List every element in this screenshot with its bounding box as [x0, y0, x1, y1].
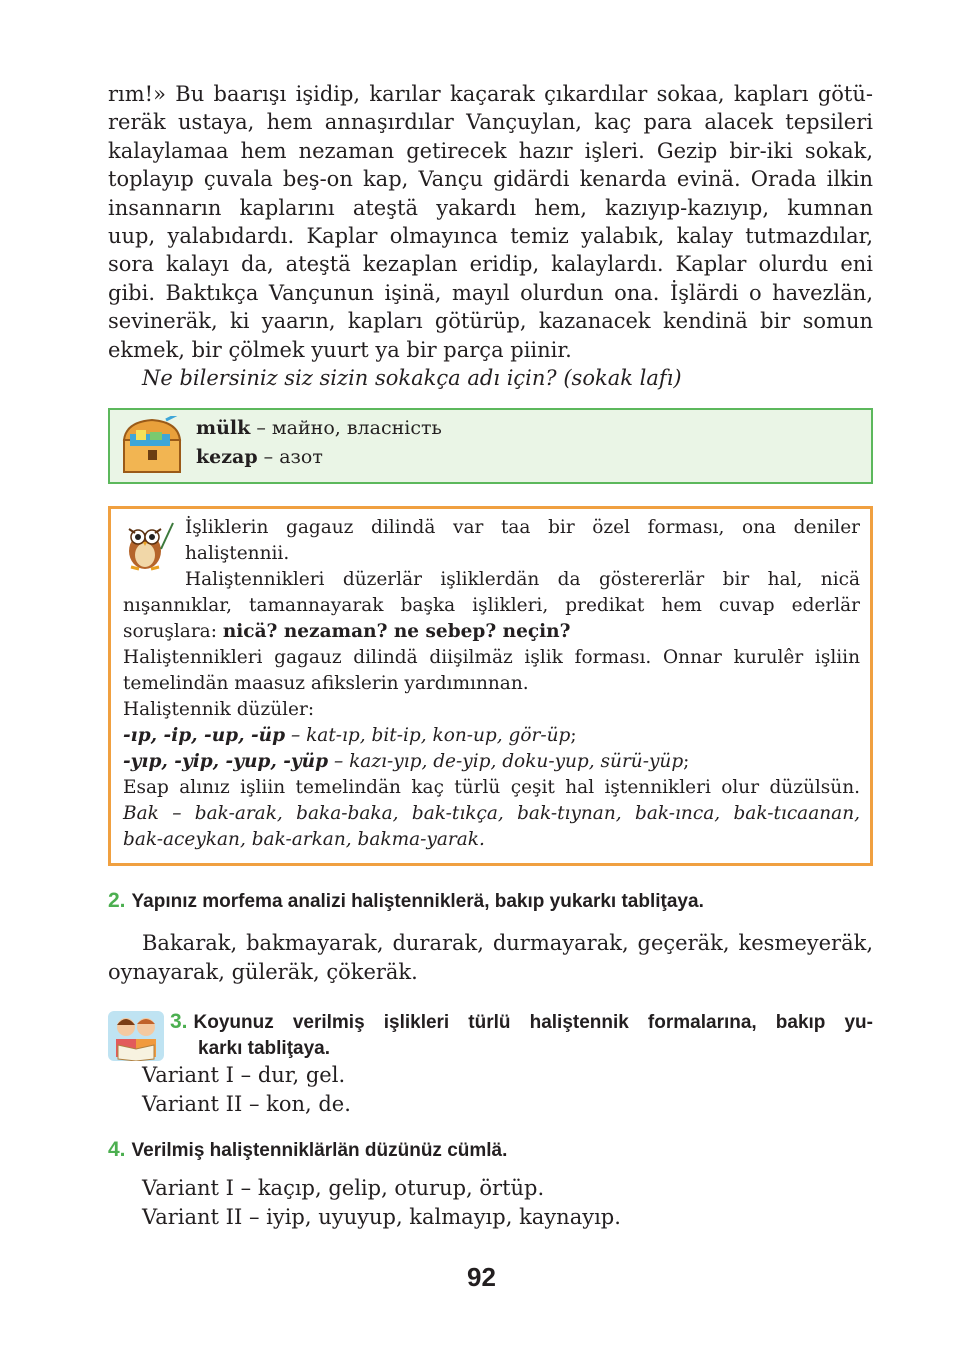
story-line: uup, yalabıdardı. Kaplar olmayınca temiz yalabık, kalay tutmazdılar,: [108, 224, 873, 249]
task-2-words: [108, 929, 873, 987]
task-instruction: Yapınız morfema analizi haliştenniklerä, bakıp yukarkı tabliţaya.: [131, 891, 704, 913]
vocab-item: [196, 414, 442, 443]
suffix-examples: – kat-ıp, bit-ip, kon-up, gör-üp: [285, 725, 571, 747]
suffix-examples: – kazı-yıp, de-yip, doku-yup, sürü-yüp: [328, 751, 684, 773]
vocabulary-list: [196, 414, 442, 472]
rule-questions: [123, 619, 860, 645]
rule-text-line: Haliştennik düzüler:: [123, 699, 315, 721]
punctuation: ;: [683, 751, 690, 773]
suffix-row: [123, 749, 860, 775]
word-line: oynayarak, güleräk, çökeräk.: [108, 960, 418, 985]
task-4: [108, 1137, 873, 1164]
rule-intro: [123, 515, 860, 567]
vocab-word: kezap: [196, 446, 258, 469]
punctuation: ;: [570, 725, 577, 747]
story-line: kalaylamaa hem nezaman getirecek hazır işleri. Gezip bir-iki sokak,: [108, 138, 873, 163]
word-line: Bakarak, bakmayarak, durarak, durmayarak, geçeräk, kesmeyeräk,: [142, 931, 873, 956]
rule-text-line: Haliştennikleri düzerlär işliklerdän da göstererlär bir hal, nicä: [185, 569, 860, 591]
grammar-rule-box: [108, 506, 873, 866]
task-3: [108, 1009, 873, 1061]
task-number: 3.: [170, 1010, 188, 1034]
rule-text: soruşlara:: [123, 621, 223, 643]
story-line: sora kalayı da, ateştä kezaplan eridip, kalaylardı. Kaplar olurdu eni: [108, 252, 873, 277]
owl-icon: [119, 517, 175, 573]
vocab-translation: – майно, власність: [250, 417, 442, 440]
variant-2: Variant II – iyip, uyuyup, kalmayıp, kaynayıp.: [142, 1205, 621, 1230]
suffix-row: [123, 723, 860, 749]
rule-text-line: Haliştennikleri gagauz dilindä diişilmäz işlik forması. Onnar kurulêr işliin: [123, 647, 860, 669]
variant-1: Variant I – dur, gel.: [142, 1063, 346, 1088]
children-reading-icon: [108, 1011, 164, 1061]
treasure-chest-icon: [116, 416, 190, 478]
task-instruction: Verilmiş haliştenniklärlän düzünüz cümlä.: [131, 1140, 508, 1162]
vocab-word: mülk: [196, 417, 251, 440]
task-line: karkı tabliţaya.: [198, 1038, 331, 1060]
vocabulary-box: [108, 408, 873, 484]
suffix-list: -yıp, -yip, -yup, -yüp: [123, 751, 329, 773]
task-2: [108, 888, 873, 915]
task-number: 4.: [108, 1138, 126, 1162]
rule-text-line: temelindän maasuz afikslerin yardımınnan.: [123, 673, 529, 695]
story-line: insannarın kaplarını ateştä yakardı hem, kazıyıp-kazıyıp, kumnan: [108, 195, 873, 220]
task-3-instruction: [170, 1009, 873, 1062]
rule-example-line: bak-aceykan, bak-arkan, bakma-yarak.: [123, 829, 485, 851]
story-text: [108, 80, 873, 364]
story-line: rım!» Bu baarışı işidip, karılar kaçarak çıkardılar sokaa, kapları götü-: [108, 82, 873, 106]
rule-question-words: nicä? nezaman? ne sebep? neçin?: [222, 621, 571, 643]
story-question: Ne bilersiniz siz sizin sokakça adı için? (sokak lafı): [142, 366, 682, 391]
vocab-item: [196, 443, 442, 472]
page-number: 92: [467, 1262, 496, 1292]
task-line: [170, 1009, 873, 1036]
rule-text-line: İşliklerin gagauz dilindä var taa bir özel forması, ona deniler: [185, 517, 860, 539]
story-line: sevineräk, ki yaarın, kapları götürüp, kazanacek kendinä bir somun: [108, 309, 873, 334]
variant-2: Variant II – kon, de.: [142, 1092, 351, 1117]
variant-1: Variant I – kaçıp, gelip, oturup, örtüp.: [142, 1176, 545, 1201]
page-content: [108, 80, 873, 1232]
rule-text-line: nışannıklar, tamannayarak başka işlikleri, predikat hem cuvap ederlär: [123, 595, 860, 617]
rule-example-line: Bak – bak-arak, baka-baka, bak-tıkça, bak-tıynan, bak-ınca, bak-tıcaanan,: [123, 803, 860, 825]
task-number: 2.: [108, 889, 126, 913]
vocab-translation: – азот: [257, 446, 323, 469]
rule-text-line: haliştennii.: [185, 543, 290, 565]
story-line: ekmek, bir çölmek yuurt ya bir parça piinir.: [108, 337, 572, 362]
story-line: toplayıp çuvala beş-on kap, Vançu gidärdi kenarda evinä. Orada ilkin: [108, 167, 873, 192]
story-line: reräk ustaya, hem annaşırdılar Vançuylan, kaç para alacek tepsileri: [108, 110, 873, 135]
story-line: gibi. Baktıkça Vançunun işinä, mayıl olurdun ona. İşlärdi o havezlän,: [108, 280, 873, 305]
task-instruction: Koyunuz verilmiş işlikleri türlü haliştennik formalarına, bakıp yu-: [193, 1012, 873, 1034]
rule-text-line: Esap alınız işliin temelindän kaç türlü çeşit hal iştennikleri olur düzülsün.: [123, 777, 860, 799]
suffix-list: -ıp, -ip, -up, -üp: [123, 725, 286, 747]
